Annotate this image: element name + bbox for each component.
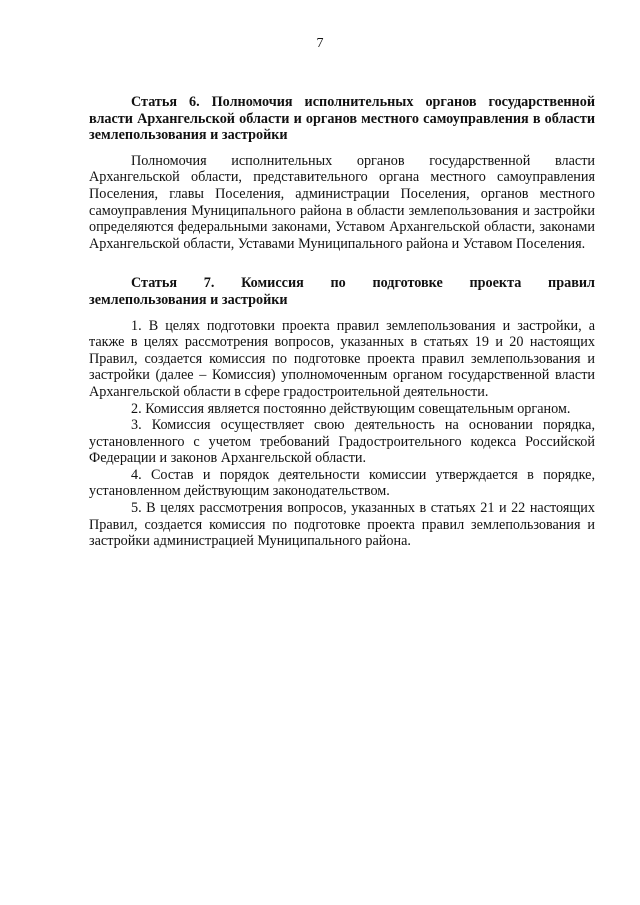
article-7-paragraph-2: 2. Комиссия является постоянно действующим совещательным органом. — [131, 400, 571, 417]
article-7-paragraph-3: 3. Комиссия осуществляет свою деятельность на основании порядка, установленного с учетом требований Градостроительного кодекса Российской Федерации и законов Архангельской области. — [89, 417, 595, 467]
page-number: 7 — [316, 36, 324, 51]
article-7-title-line1: Статья 7. Комиссия по подготовке проекта правил — [131, 275, 595, 292]
article-7-paragraph-5: 5. В целях рассмотрения вопросов, указанных в статьях 21 и 22 настоящих Правил, создается комиссия по подготовке проекта правил землепользования и застройки администрацией Муниципального района. — [89, 500, 595, 550]
article-7-paragraph-4: 4. Состав и порядок деятельности комиссии утверждается в порядке, установленном действующим законодательством. — [89, 466, 595, 500]
article-7-paragraph-1: 1. В целях подготовки проекта правил землепользования и застройки, а также в целях рассмотрения вопросов, указанных в статьях 19 и 20 настоящих Правил, создается комиссия по подготовке проекта правил землепользования и застройки (далее – Комиссия) уполномоченным органом государственной власти Архангельской области в сфере градостроительной деятельности. — [89, 317, 595, 400]
article-7-title-line2: землепользования и застройки — [89, 291, 288, 308]
article-6-title: Статья 6. Полномочия исполнительных органов государственной власти Архангельской области и органов местного самоуправления в области землепользования и застройки — [89, 94, 595, 144]
document-content — [89, 94, 595, 550]
article-6-body: Полномочия исполнительных органов государственной власти Архангельской области, представительного органа местного самоуправления Поселения, главы Поселения, администрации Поселения, органов местного самоуправления Муниципального района в области землепользования и застройки определяются федеральными законами, Уставом Архангельской области, законами Архангельской области, Уставами Муниципального района и Уставом Поселения. — [89, 152, 595, 252]
